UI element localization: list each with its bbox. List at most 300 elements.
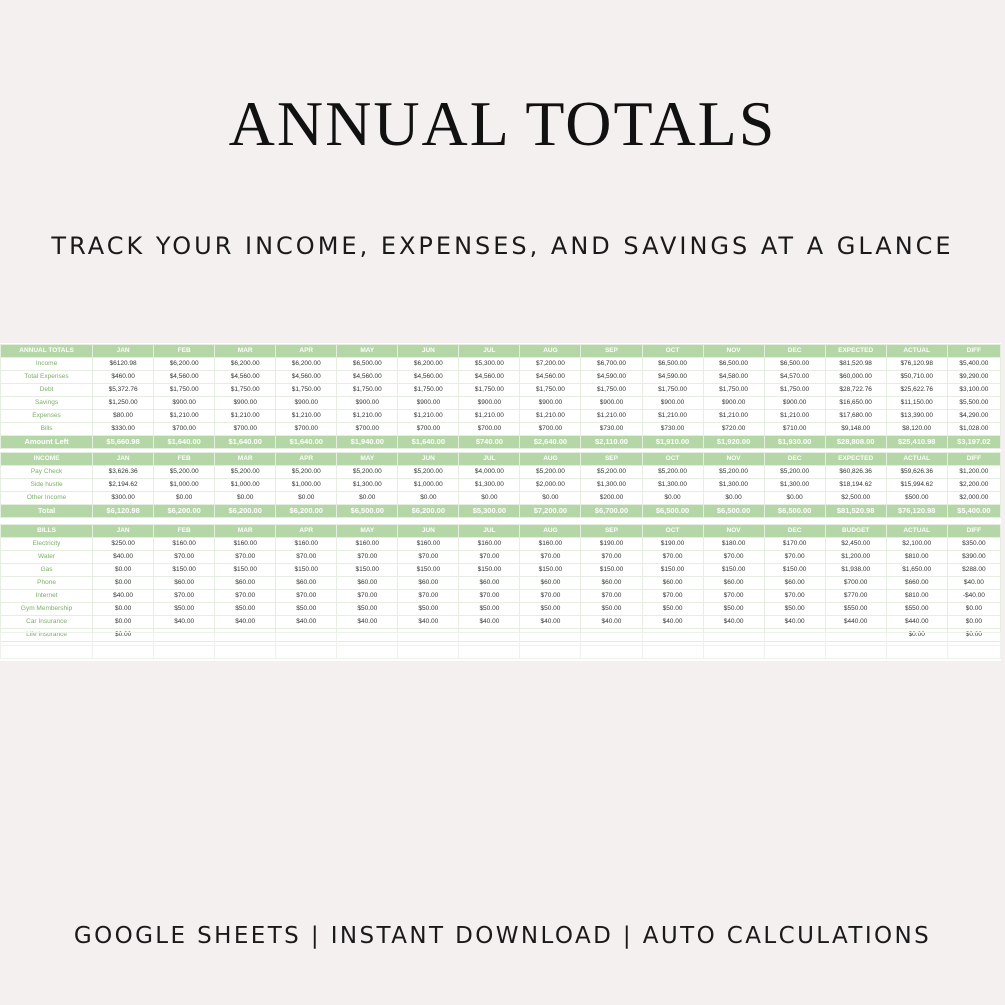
value-cell[interactable]: $5,200.00	[276, 466, 337, 479]
value-cell[interactable]: $60.00	[276, 577, 337, 590]
empty-cell[interactable]	[398, 633, 459, 646]
value-cell[interactable]: $70.00	[642, 551, 703, 564]
empty-cell[interactable]	[642, 633, 703, 646]
value-cell[interactable]: $70.00	[459, 551, 520, 564]
value-cell[interactable]: $4,290.00	[947, 410, 1000, 423]
value-cell[interactable]: $70.00	[581, 590, 642, 603]
value-cell[interactable]: $59,626.36	[886, 466, 947, 479]
value-cell[interactable]: $900.00	[581, 397, 642, 410]
value-cell[interactable]: $60.00	[581, 577, 642, 590]
value-cell[interactable]: $730.00	[642, 423, 703, 436]
value-cell[interactable]: $150.00	[215, 564, 276, 577]
value-cell[interactable]: DIFF	[947, 525, 1000, 538]
value-cell[interactable]: $900.00	[398, 397, 459, 410]
value-cell[interactable]: $6,500.00	[764, 505, 825, 518]
value-cell[interactable]: $0.00	[215, 492, 276, 505]
value-cell[interactable]: $150.00	[520, 564, 581, 577]
value-cell[interactable]: DIFF	[947, 453, 1000, 466]
value-cell[interactable]: FEB	[154, 453, 215, 466]
value-cell[interactable]: $160.00	[215, 538, 276, 551]
empty-cell[interactable]	[825, 633, 886, 646]
value-cell[interactable]: $350.00	[947, 538, 1000, 551]
empty-cell[interactable]	[703, 633, 764, 646]
value-cell[interactable]: $900.00	[276, 397, 337, 410]
empty-cell[interactable]	[1, 646, 93, 659]
value-cell[interactable]: $50,710.00	[886, 371, 947, 384]
value-cell[interactable]: SEP	[581, 453, 642, 466]
value-cell[interactable]: $70.00	[398, 551, 459, 564]
value-cell[interactable]: $330.00	[93, 423, 154, 436]
value-cell[interactable]: OCT	[642, 525, 703, 538]
value-cell[interactable]: $6,200.00	[215, 505, 276, 518]
value-cell[interactable]: $25,622.76	[886, 384, 947, 397]
value-cell[interactable]: $6,500.00	[703, 505, 764, 518]
value-cell[interactable]: $4,560.00	[276, 371, 337, 384]
value-cell[interactable]: $1,750.00	[337, 384, 398, 397]
value-cell[interactable]: $6,500.00	[764, 358, 825, 371]
value-cell[interactable]: $6,200.00	[398, 505, 459, 518]
value-cell[interactable]: DEC	[764, 345, 825, 358]
value-cell[interactable]: $250.00	[93, 538, 154, 551]
value-cell[interactable]: $5,300.00	[459, 358, 520, 371]
value-cell[interactable]: $60,000.00	[825, 371, 886, 384]
value-cell[interactable]: $900.00	[764, 397, 825, 410]
value-cell[interactable]: $4,560.00	[459, 371, 520, 384]
value-cell[interactable]: $5,200.00	[337, 466, 398, 479]
value-cell[interactable]: $70.00	[520, 590, 581, 603]
value-cell[interactable]: $4,560.00	[337, 371, 398, 384]
value-cell[interactable]: AUG	[520, 453, 581, 466]
value-cell[interactable]: $70.00	[581, 551, 642, 564]
empty-cell[interactable]	[947, 633, 1000, 646]
value-cell[interactable]: $9,290.00	[947, 371, 1000, 384]
value-cell[interactable]: $900.00	[154, 397, 215, 410]
row-label-cell[interactable]: Electricity	[1, 538, 93, 551]
empty-cell[interactable]	[337, 646, 398, 659]
value-cell[interactable]: $150.00	[459, 564, 520, 577]
value-cell[interactable]: $70.00	[215, 590, 276, 603]
value-cell[interactable]: $4,000.00	[459, 466, 520, 479]
value-cell[interactable]: EXPECTED	[825, 345, 886, 358]
value-cell[interactable]: $730.00	[581, 423, 642, 436]
value-cell[interactable]: $15,994.62	[886, 479, 947, 492]
value-cell[interactable]: $0.00	[947, 629, 1000, 642]
value-cell[interactable]: $160.00	[398, 538, 459, 551]
value-cell[interactable]: FEB	[154, 525, 215, 538]
row-label-cell[interactable]: Phone	[1, 577, 93, 590]
value-cell[interactable]: $810.00	[886, 551, 947, 564]
empty-cell[interactable]	[93, 646, 154, 659]
value-cell[interactable]: $1,640.00	[215, 436, 276, 449]
value-cell[interactable]: $76,120.98	[886, 505, 947, 518]
value-cell[interactable]: $11,150.00	[886, 397, 947, 410]
value-cell[interactable]: $70.00	[642, 590, 703, 603]
value-cell[interactable]: $6,200.00	[276, 358, 337, 371]
value-cell[interactable]: $1,000.00	[276, 479, 337, 492]
value-cell[interactable]: $2,000.00	[947, 492, 1000, 505]
value-cell[interactable]: $5,200.00	[215, 466, 276, 479]
value-cell[interactable]: NOV	[703, 345, 764, 358]
value-cell[interactable]: $6,500.00	[337, 358, 398, 371]
value-cell[interactable]: $50.00	[154, 603, 215, 616]
value-cell[interactable]: $1,210.00	[459, 410, 520, 423]
empty-cell[interactable]	[886, 633, 947, 646]
value-cell[interactable]: $1,210.00	[276, 410, 337, 423]
value-cell[interactable]: $5,200.00	[642, 466, 703, 479]
value-cell[interactable]: $6,500.00	[642, 358, 703, 371]
value-cell[interactable]: JUL	[459, 345, 520, 358]
value-cell[interactable]: $150.00	[581, 564, 642, 577]
value-cell[interactable]: $4,590.00	[642, 371, 703, 384]
value-cell[interactable]: $160.00	[459, 538, 520, 551]
value-cell[interactable]: $40.00	[764, 616, 825, 629]
value-cell[interactable]: MAR	[215, 525, 276, 538]
value-cell[interactable]: $160.00	[337, 538, 398, 551]
value-cell[interactable]: $5,200.00	[520, 466, 581, 479]
value-cell[interactable]: $0.00	[947, 603, 1000, 616]
value-cell[interactable]: $6,500.00	[703, 358, 764, 371]
value-cell[interactable]: $1,750.00	[276, 384, 337, 397]
value-cell[interactable]: $1,938.00	[825, 564, 886, 577]
value-cell[interactable]: $0.00	[459, 492, 520, 505]
value-cell[interactable]: $40.00	[276, 616, 337, 629]
value-cell[interactable]: $0.00	[93, 577, 154, 590]
value-cell[interactable]: $1,650.00	[886, 564, 947, 577]
value-cell[interactable]: DIFF	[947, 345, 1000, 358]
value-cell[interactable]: $5,200.00	[398, 466, 459, 479]
value-cell[interactable]: $76,120.98	[886, 358, 947, 371]
value-cell[interactable]: $1,750.00	[398, 384, 459, 397]
value-cell[interactable]: $550.00	[886, 603, 947, 616]
row-label-cell[interactable]: Other Income	[1, 492, 93, 505]
value-cell[interactable]: $150.00	[276, 564, 337, 577]
value-cell[interactable]: $70.00	[703, 551, 764, 564]
value-cell[interactable]: $900.00	[215, 397, 276, 410]
value-cell[interactable]: $900.00	[642, 397, 703, 410]
value-cell[interactable]: $740.00	[459, 436, 520, 449]
value-cell[interactable]: $5,200.00	[764, 466, 825, 479]
value-cell[interactable]: $150.00	[398, 564, 459, 577]
value-cell[interactable]: $900.00	[520, 397, 581, 410]
value-cell[interactable]: $150.00	[642, 564, 703, 577]
value-cell[interactable]: $1,000.00	[215, 479, 276, 492]
value-cell[interactable]: $1,250.00	[93, 397, 154, 410]
value-cell[interactable]: $5,200.00	[703, 466, 764, 479]
value-cell[interactable]: $770.00	[825, 590, 886, 603]
value-cell[interactable]: JUN	[398, 453, 459, 466]
value-cell[interactable]: $1,750.00	[581, 384, 642, 397]
value-cell[interactable]: $1,210.00	[215, 410, 276, 423]
row-label-cell[interactable]: Bills	[1, 423, 93, 436]
value-cell[interactable]: $6,120.98	[93, 505, 154, 518]
value-cell[interactable]: $5,372.76	[93, 384, 154, 397]
value-cell[interactable]: $13,390.00	[886, 410, 947, 423]
value-cell[interactable]: $6,700.00	[581, 505, 642, 518]
value-cell[interactable]: $6,200.00	[154, 358, 215, 371]
value-cell[interactable]: $70.00	[459, 590, 520, 603]
value-cell[interactable]: $0.00	[276, 492, 337, 505]
row-label-cell[interactable]: ANNUAL TOTALS	[1, 345, 93, 358]
value-cell[interactable]: AUG	[520, 345, 581, 358]
empty-cell[interactable]	[398, 646, 459, 659]
value-cell[interactable]: APR	[276, 453, 337, 466]
value-cell[interactable]: $16,650.00	[825, 397, 886, 410]
value-cell[interactable]: $6,200.00	[276, 505, 337, 518]
value-cell[interactable]: $1,910.00	[642, 436, 703, 449]
value-cell[interactable]: $190.00	[642, 538, 703, 551]
value-cell[interactable]: $2,110.00	[581, 436, 642, 449]
value-cell[interactable]: $4,560.00	[398, 371, 459, 384]
value-cell[interactable]: $6,500.00	[337, 505, 398, 518]
row-label-cell[interactable]: Internet	[1, 590, 93, 603]
value-cell[interactable]: $5,500.00	[947, 397, 1000, 410]
value-cell[interactable]: $60.00	[703, 577, 764, 590]
value-cell[interactable]: $25,410.98	[886, 436, 947, 449]
empty-cell[interactable]	[276, 633, 337, 646]
value-cell[interactable]: $1,930.00	[764, 436, 825, 449]
value-cell[interactable]: $170.00	[764, 538, 825, 551]
value-cell[interactable]: $60.00	[520, 577, 581, 590]
value-cell[interactable]: NOV	[703, 453, 764, 466]
value-cell[interactable]: $440.00	[825, 616, 886, 629]
value-cell[interactable]: $50.00	[520, 603, 581, 616]
value-cell[interactable]: FEB	[154, 345, 215, 358]
value-cell[interactable]: $0.00	[93, 603, 154, 616]
value-cell[interactable]: $80.00	[93, 410, 154, 423]
empty-cell[interactable]	[642, 646, 703, 659]
value-cell[interactable]: MAY	[337, 453, 398, 466]
value-cell[interactable]: $1,750.00	[520, 384, 581, 397]
value-cell[interactable]: JUL	[459, 525, 520, 538]
value-cell[interactable]: $6,200.00	[215, 358, 276, 371]
value-cell[interactable]: $5,200.00	[581, 466, 642, 479]
value-cell[interactable]: $1,640.00	[276, 436, 337, 449]
value-cell[interactable]: $720.00	[703, 423, 764, 436]
value-cell[interactable]: $5,400.00	[947, 505, 1000, 518]
value-cell[interactable]: $70.00	[154, 590, 215, 603]
row-label-cell[interactable]: Total	[1, 505, 93, 518]
value-cell[interactable]: $50.00	[398, 603, 459, 616]
value-cell[interactable]: $5,300.00	[459, 505, 520, 518]
value-cell[interactable]: $190.00	[581, 538, 642, 551]
value-cell[interactable]: $40.00	[459, 616, 520, 629]
value-cell[interactable]: $0.00	[703, 492, 764, 505]
row-label-cell[interactable]: Amount Left	[1, 436, 93, 449]
value-cell[interactable]: $1,210.00	[337, 410, 398, 423]
row-label-cell[interactable]: Pay Check	[1, 466, 93, 479]
value-cell[interactable]: $70.00	[398, 590, 459, 603]
value-cell[interactable]: $550.00	[825, 603, 886, 616]
value-cell[interactable]: $50.00	[276, 603, 337, 616]
empty-cell[interactable]	[93, 633, 154, 646]
value-cell[interactable]: $1,640.00	[398, 436, 459, 449]
value-cell[interactable]: $7,200.00	[520, 358, 581, 371]
value-cell[interactable]: $7,200.00	[520, 505, 581, 518]
value-cell[interactable]: $6,200.00	[398, 358, 459, 371]
value-cell[interactable]: $1,750.00	[154, 384, 215, 397]
value-cell[interactable]: $1,750.00	[764, 384, 825, 397]
value-cell[interactable]: $900.00	[703, 397, 764, 410]
value-cell[interactable]: $4,580.00	[703, 371, 764, 384]
value-cell[interactable]: $50.00	[764, 603, 825, 616]
value-cell[interactable]: $4,570.00	[764, 371, 825, 384]
value-cell[interactable]: $1,210.00	[764, 410, 825, 423]
value-cell[interactable]: JAN	[93, 453, 154, 466]
value-cell[interactable]: $1,300.00	[642, 479, 703, 492]
value-cell[interactable]: $2,500.00	[825, 492, 886, 505]
value-cell[interactable]: $0.00	[642, 492, 703, 505]
value-cell[interactable]: $50.00	[337, 603, 398, 616]
empty-cell[interactable]	[459, 633, 520, 646]
value-cell[interactable]: $180.00	[703, 538, 764, 551]
value-cell[interactable]: $710.00	[764, 423, 825, 436]
value-cell[interactable]: OCT	[642, 345, 703, 358]
value-cell[interactable]: $700.00	[215, 423, 276, 436]
value-cell[interactable]: $1,300.00	[703, 479, 764, 492]
value-cell[interactable]: $390.00	[947, 551, 1000, 564]
value-cell[interactable]: $40.00	[581, 616, 642, 629]
value-cell[interactable]: $0.00	[154, 492, 215, 505]
value-cell[interactable]: $1,000.00	[398, 479, 459, 492]
value-cell[interactable]: $440.00	[886, 616, 947, 629]
row-label-cell[interactable]: Debt	[1, 384, 93, 397]
value-cell[interactable]: $60.00	[764, 577, 825, 590]
value-cell[interactable]: $500.00	[886, 492, 947, 505]
value-cell[interactable]: $6,500.00	[642, 505, 703, 518]
value-cell[interactable]: OCT	[642, 453, 703, 466]
value-cell[interactable]: $700.00	[337, 423, 398, 436]
empty-cell[interactable]	[215, 633, 276, 646]
value-cell[interactable]: $8,120.00	[886, 423, 947, 436]
value-cell[interactable]: $200.00	[581, 492, 642, 505]
empty-cell[interactable]	[581, 646, 642, 659]
empty-cell[interactable]	[1, 633, 93, 646]
value-cell[interactable]: $3,100.00	[947, 384, 1000, 397]
value-cell[interactable]: $40.00	[642, 616, 703, 629]
value-cell[interactable]: $1,000.00	[154, 479, 215, 492]
value-cell[interactable]: $70.00	[276, 590, 337, 603]
row-label-cell[interactable]: Gas	[1, 564, 93, 577]
value-cell[interactable]: $1,210.00	[642, 410, 703, 423]
value-cell[interactable]: $300.00	[93, 492, 154, 505]
value-cell[interactable]: ACTUAL	[886, 453, 947, 466]
value-cell[interactable]: $60.00	[215, 577, 276, 590]
value-cell[interactable]: $50.00	[459, 603, 520, 616]
empty-cell[interactable]	[154, 646, 215, 659]
value-cell[interactable]: $1,200.00	[947, 466, 1000, 479]
value-cell[interactable]: $2,194.62	[93, 479, 154, 492]
value-cell[interactable]: $28,808.00	[825, 436, 886, 449]
value-cell[interactable]: ACTUAL	[886, 345, 947, 358]
empty-cell[interactable]	[886, 646, 947, 659]
value-cell[interactable]: $1,750.00	[703, 384, 764, 397]
value-cell[interactable]: $17,680.00	[825, 410, 886, 423]
value-cell[interactable]: $3,197.02	[947, 436, 1000, 449]
value-cell[interactable]: $150.00	[337, 564, 398, 577]
value-cell[interactable]: $0.00	[93, 616, 154, 629]
empty-cell[interactable]	[520, 646, 581, 659]
value-cell[interactable]: $1,300.00	[337, 479, 398, 492]
value-cell[interactable]: $5,200.00	[154, 466, 215, 479]
value-cell[interactable]: $9,148.00	[825, 423, 886, 436]
value-cell[interactable]: $70.00	[337, 551, 398, 564]
value-cell[interactable]: $60.00	[642, 577, 703, 590]
value-cell[interactable]: $4,560.00	[154, 371, 215, 384]
value-cell[interactable]: MAR	[215, 345, 276, 358]
value-cell[interactable]: $2,100.00	[886, 538, 947, 551]
value-cell[interactable]: $50.00	[581, 603, 642, 616]
value-cell[interactable]: $3,626.36	[93, 466, 154, 479]
value-cell[interactable]: $81,520.98	[825, 358, 886, 371]
value-cell[interactable]: JAN	[93, 345, 154, 358]
value-cell[interactable]: $40.00	[398, 616, 459, 629]
empty-cell[interactable]	[520, 633, 581, 646]
empty-cell[interactable]	[459, 646, 520, 659]
value-cell[interactable]: MAY	[337, 525, 398, 538]
value-cell[interactable]: $70.00	[337, 590, 398, 603]
value-cell[interactable]: $40.00	[154, 616, 215, 629]
value-cell[interactable]: $1,200.00	[825, 551, 886, 564]
empty-cell[interactable]	[947, 646, 1000, 659]
row-label-cell[interactable]: BILLS	[1, 525, 93, 538]
value-cell[interactable]: $60.00	[398, 577, 459, 590]
value-cell[interactable]: $1,210.00	[154, 410, 215, 423]
value-cell[interactable]: JUN	[398, 345, 459, 358]
value-cell[interactable]: $40.00	[947, 577, 1000, 590]
value-cell[interactable]: $2,200.00	[947, 479, 1000, 492]
value-cell[interactable]: $6,200.00	[154, 505, 215, 518]
value-cell[interactable]: $40.00	[703, 616, 764, 629]
value-cell[interactable]: AUG	[520, 525, 581, 538]
value-cell[interactable]: $150.00	[703, 564, 764, 577]
value-cell[interactable]: $1,750.00	[642, 384, 703, 397]
row-label-cell[interactable]: Total Expenses	[1, 371, 93, 384]
empty-cell[interactable]	[154, 633, 215, 646]
row-label-cell[interactable]: Water	[1, 551, 93, 564]
value-cell[interactable]: $0.00	[947, 616, 1000, 629]
value-cell[interactable]: $70.00	[764, 551, 825, 564]
value-cell[interactable]: $18,194.62	[825, 479, 886, 492]
value-cell[interactable]: $1,210.00	[520, 410, 581, 423]
value-cell[interactable]: $1,300.00	[581, 479, 642, 492]
empty-cell[interactable]	[276, 646, 337, 659]
value-cell[interactable]: $6120.98	[93, 358, 154, 371]
value-cell[interactable]: $160.00	[154, 538, 215, 551]
value-cell[interactable]: $70.00	[276, 551, 337, 564]
value-cell[interactable]: $0.00	[764, 492, 825, 505]
value-cell[interactable]: $50.00	[215, 603, 276, 616]
value-cell[interactable]: $150.00	[764, 564, 825, 577]
value-cell[interactable]: $0.00	[520, 492, 581, 505]
value-cell[interactable]: $40.00	[93, 590, 154, 603]
value-cell[interactable]: $700.00	[154, 423, 215, 436]
value-cell[interactable]: $700.00	[520, 423, 581, 436]
row-label-cell[interactable]: Expenses	[1, 410, 93, 423]
value-cell[interactable]: $150.00	[154, 564, 215, 577]
value-cell[interactable]: $60.00	[459, 577, 520, 590]
value-cell[interactable]: $460.00	[93, 371, 154, 384]
value-cell[interactable]: JAN	[93, 525, 154, 538]
value-cell[interactable]: $4,590.00	[581, 371, 642, 384]
value-cell[interactable]: DEC	[764, 525, 825, 538]
value-cell[interactable]: $50.00	[703, 603, 764, 616]
empty-cell[interactable]	[825, 646, 886, 659]
value-cell[interactable]: $900.00	[459, 397, 520, 410]
empty-cell[interactable]	[764, 633, 825, 646]
value-cell[interactable]: MAR	[215, 453, 276, 466]
value-cell[interactable]: $50.00	[642, 603, 703, 616]
value-cell[interactable]: $70.00	[215, 551, 276, 564]
